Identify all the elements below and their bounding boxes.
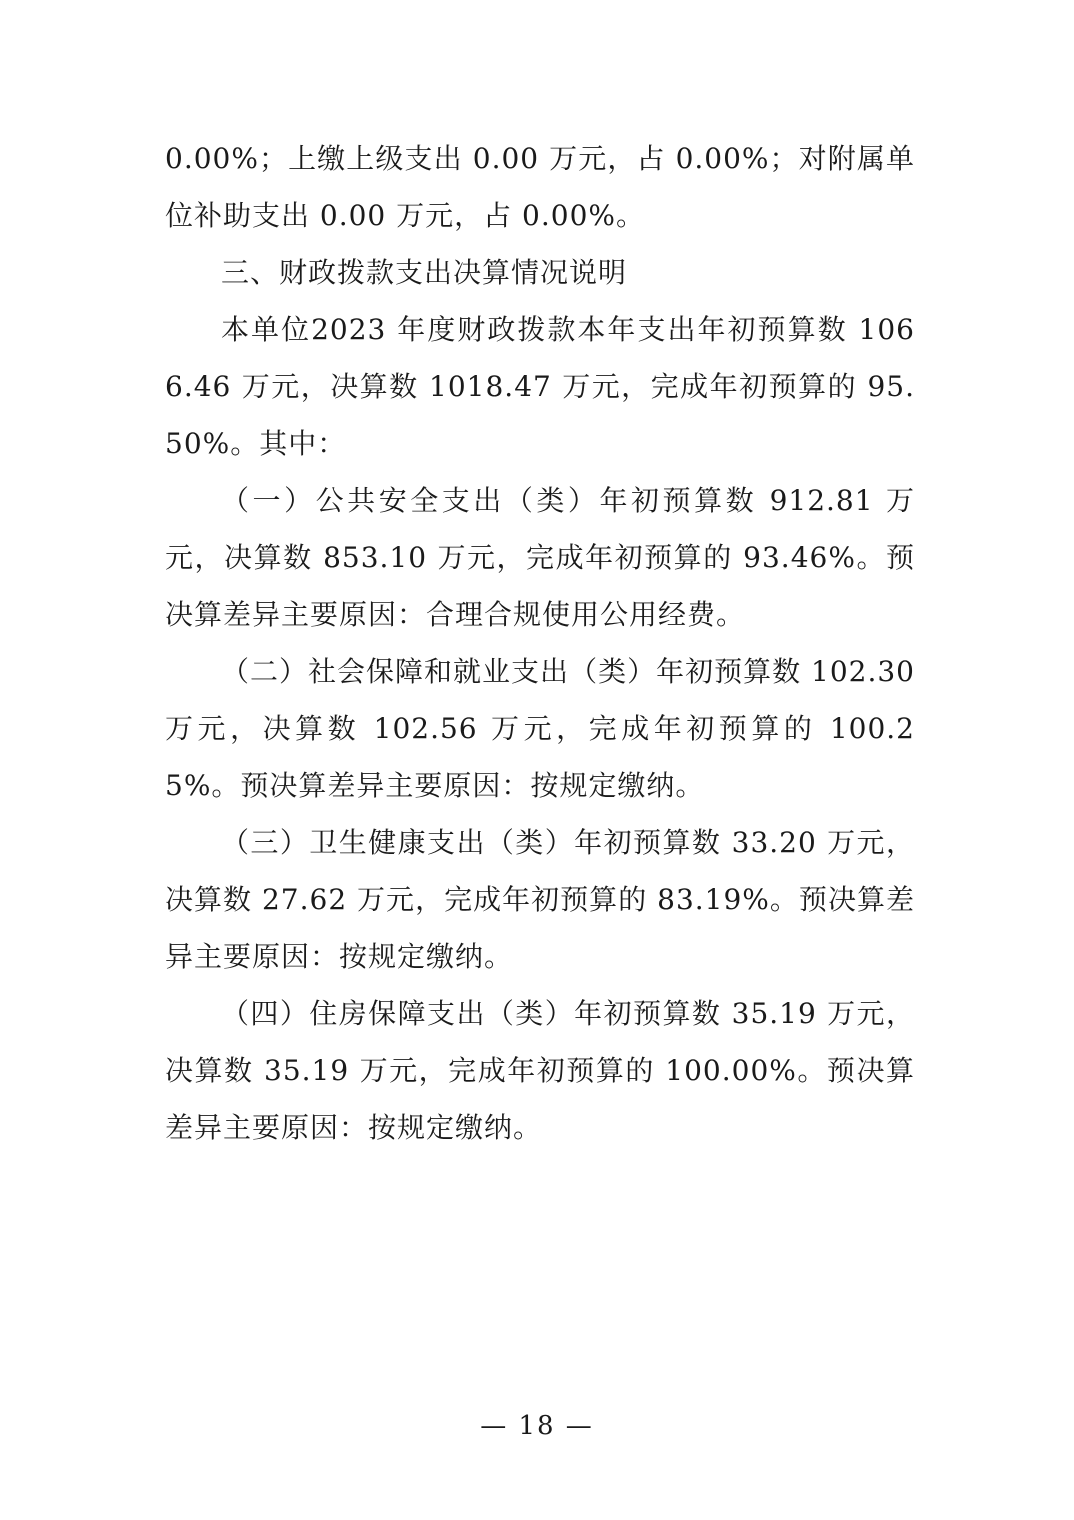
page-number: — 18 — [480,1411,594,1441]
paragraph-item-1: （一）公共安全支出（类）年初预算数 912.81 万元，决算数 853.10 万元，完成年初预算的 93.46%。预决算差异主要原因：合理合规使用公用经费。 [165,484,915,631]
paragraph-item-3: （三）卫生健康支出（类）年初预算数 33.20 万元，决算数 27.62 万元，完成年初预算的 83.19%。预决算差异主要原因：按规定缴纳。 [165,826,915,973]
section-heading: 三、财政拨款支出决算情况说明 [221,256,628,289]
document-body [165,130,915,1156]
paragraph-continuation: 0.00%；上缴上级支出 0.00 万元，占 0.00%；对附属单位补助支出 0.00 万元，占 0.00%。 [165,142,915,232]
paragraph-item-2: （二）社会保障和就业支出（类）年初预算数 102.30 万元，决算数 102.56 万元，完成年初预算的 100.25%。预决算差异主要原因：按规定缴纳。 [165,655,915,802]
paragraph-item-4: （四）住房保障支出（类）年初预算数 35.19 万元，决算数 35.19 万元，完成年初预算的 100.00%。预决算差异主要原因：按规定缴纳。 [165,997,915,1144]
paragraph-summary: 本单位2023 年度财政拨款本年支出年初预算数 1066.46 万元，决算数 1018.47 万元，完成年初预算的 95.50%。其中： [165,313,915,460]
